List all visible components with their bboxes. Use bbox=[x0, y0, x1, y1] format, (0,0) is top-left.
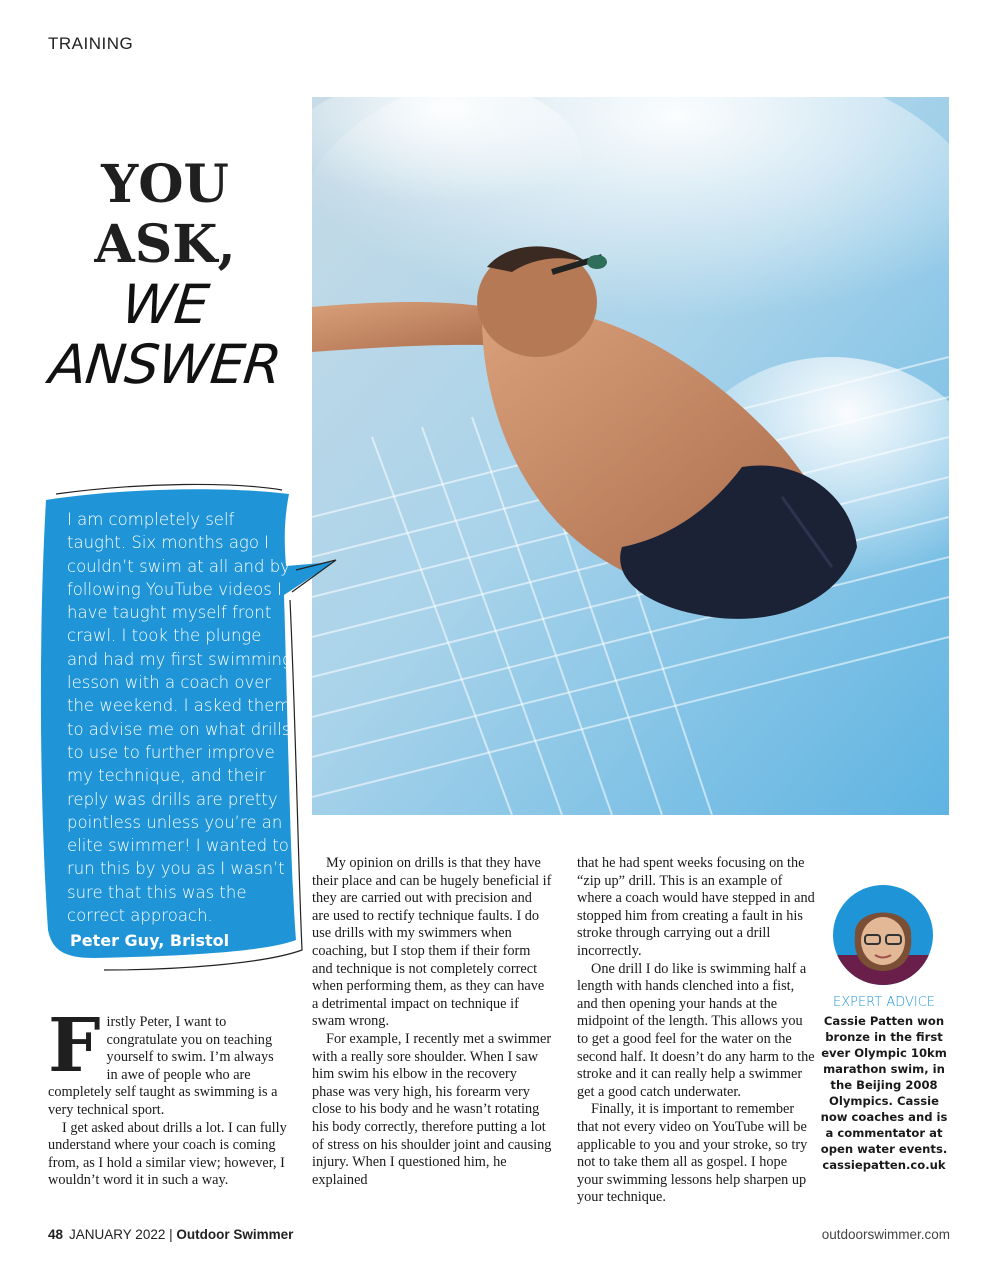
magazine-brand: Outdoor Swimmer bbox=[176, 1227, 294, 1242]
expert-avatar bbox=[833, 885, 933, 985]
expert-bio: Cassie Patten won bronze in the first ever Olympic 10km marathon swim, in the Beijing 2008 Olympics. Cassie now coaches and is a commentator at open water events. cassiepatten.co.uk bbox=[820, 1014, 948, 1172]
question-signature: Peter Guy, Bristol bbox=[70, 931, 230, 950]
headline-line-4: ANSWER bbox=[46, 333, 284, 396]
answer-paragraph: irstly Peter, I want to congratulate you on teaching yourself to swim. I’m always in awe of people who are completely self taught as swimming is a very technical sport. bbox=[48, 1014, 278, 1118]
answer-column-2 bbox=[312, 855, 552, 1189]
answer-paragraph: My opinion on drills is that they have their place and can be hugely beneficial if they are carried out with precision and are used to rectify technique faults. I do use drills with my swimmers when coaching, but I stop them if their form and technique is not completely correct when performing them, as they can have a detrimental impact on technique if swam wrong. bbox=[312, 855, 552, 1030]
hero-photo-swimmer bbox=[312, 97, 949, 815]
question-text bbox=[67, 508, 292, 927]
footer-folio bbox=[48, 1227, 293, 1242]
drop-cap: F bbox=[48, 1003, 101, 1089]
headline-line-3: WE bbox=[118, 273, 212, 336]
question-body: I am completely self taught. Six months ago I couldn’t swim at all and by following YouTube videos I have taught myself front crawl. I took the plunge and had my first swimming lesson with a coach over the weekend. I asked them to advise me on what drills to use to further improve my technique, and their reply was drills are pretty pointless unless you’re an elite swimmer! I wanted to run this by you as I wasn’t sure that this was the correct approach. bbox=[67, 510, 292, 926]
answer-paragraph: that he had spent weeks focusing on the “zip up” drill. This is an example of where a coach would have stepped in and stopped him from creating a fault in his stroke through carrying out a drill incorrectly. bbox=[577, 855, 815, 959]
answer-column-1 bbox=[48, 1003, 288, 1190]
headline-line-2: ASK, bbox=[94, 214, 236, 275]
issue-date: JANUARY 2022 | bbox=[69, 1227, 173, 1242]
expert-title: EXPERT ADVICE bbox=[832, 995, 936, 1010]
footer-website: outdoorswimmer.com bbox=[821, 1227, 950, 1242]
answer-paragraph: Finally, it is important to remember that not every video on YouTube will be applicable to you and your stroke, so try not to take them all as gospel. I hope your swimming lessons help sharpen up your technique. bbox=[577, 1101, 808, 1206]
answer-paragraph: One drill I do like is swimming half a length with hands clenched into a fist, and then opening your hands at the midpoint of the length. This allows you to get a good feel for the water on the second half. It doesn’t do any harm to the stroke and it can really help a swimmer get a good catch underwater. bbox=[577, 960, 815, 1100]
answer-paragraph: I get asked about drills a lot. I can fully understand where your coach is coming from, as I hold a similar view; however, I wouldn’t word it in such a way. bbox=[48, 1119, 287, 1189]
section-label: TRAINING bbox=[48, 34, 134, 53]
headline-line-1: YOU bbox=[101, 154, 229, 215]
answer-column-3 bbox=[577, 855, 815, 1207]
headline bbox=[40, 155, 290, 395]
page-number: 48 bbox=[48, 1227, 64, 1242]
answer-paragraph: For example, I recently met a swimmer with a really sore shoulder. When I saw him swim his elbow in the recovery phase was very high, his forearm very close to his body and he wasn’t rotating his body correctly, therefore putting a lot of stress on his shoulder joint and causing injury. When I questioned him, he explained bbox=[312, 1030, 552, 1188]
